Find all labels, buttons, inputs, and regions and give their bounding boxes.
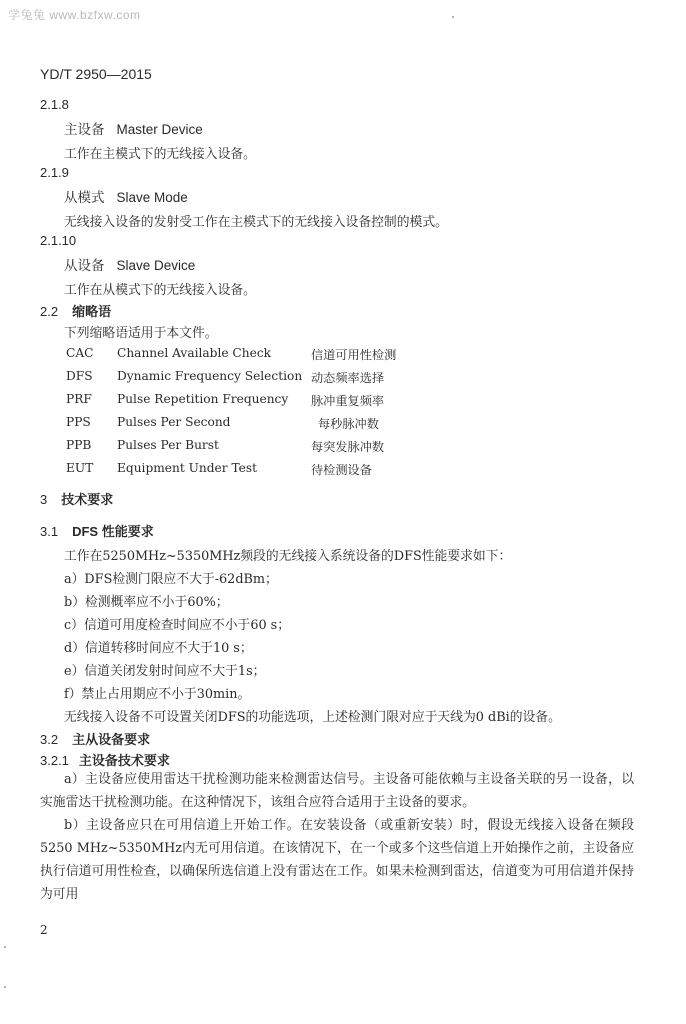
page-number: 2 [40,923,48,937]
term-zh: 从设备 [64,258,105,274]
abbr-en: Channel Available Check [117,346,272,360]
section-number: 3 [40,492,48,507]
abbr-zh: 脉冲重复频率 [311,394,385,408]
term-en: Master Device [116,122,203,137]
watermark: 学兔兔 www.bzfxw.com [8,8,141,22]
term-zh: 主设备 [64,122,105,138]
section-title: 主设备技术要求 [78,754,170,769]
section-number: 3.2.1 [40,753,69,768]
section-heading-3 [40,489,113,508]
clause-number: 2.1.10 [40,233,77,248]
section-heading-3-2 [40,729,150,748]
abbr-en: Equipment Under Test [117,461,258,475]
term-heading [64,254,195,274]
master-req-a: a）主设备应使用雷达干扰检测功能来检测雷达信号。主设备可能依赖与主设备关联的另一设备，以实施雷达干扰检测功能。在这种情况下，该组合应符合适用于主设备的要求。 [40,772,634,810]
section-number: 3.2 [40,732,59,747]
term-zh: 从模式 [64,190,105,206]
section-title: DFS 性能要求 [72,524,154,539]
abbr-zh: 每秒脉冲数 [318,417,379,431]
abbr-en: Pulses Per Burst [117,438,219,452]
abbr-zh: 每突发脉冲数 [311,440,385,454]
abbr-zh: 信道可用性检测 [311,348,397,362]
abbr-zh: 待检测设备 [311,463,372,477]
abbr-code: DFS [66,369,93,383]
requirement-item: d）信道转移时间应不大于10 s； [64,641,253,656]
master-req-b: b）主设备应只在可用信道上开始工作。在安装设备（或重新安装）时，假设无线接入设备在频段5250 MHz~5350MHz内无可用信道。在该情况下，在一个或多个这些信道上开始操作之前，主设备应执行信道可用性检查，以确保所选信道上没有雷达在工作。如果未检测到雷达，信道变为可用信道并保持为可用 [40,818,634,902]
abbr-code: PRF [66,392,92,406]
term-en: Slave Mode [116,190,188,205]
requirement-item: f）禁止占用期应不小于30min。 [64,687,251,702]
term-definition: 工作在从模式下的无线接入设备。 [64,283,256,298]
scan-speck [452,16,454,18]
section-number: 2.2 [40,304,59,319]
abbr-intro: 下列缩略语适用于本文件。 [64,326,218,341]
section-heading-2-2 [40,301,111,320]
abbr-code: PPS [66,415,91,429]
dfs-note: 无线接入设备不可设置关闭DFS的功能选项，上述检测门限对应于天线为0 dBi的设备。 [64,710,561,725]
abbr-code: CAC [66,346,94,360]
clause-number: 2.1.8 [40,97,69,112]
section-title: 缩略语 [72,305,112,320]
term-en: Slave Device [116,258,196,273]
scan-speck [4,986,6,988]
abbr-en: Pulse Repetition Frequency [117,392,289,406]
standard-id: YD/T 2950—2015 [40,66,152,82]
term-heading [64,186,188,206]
section-title: 技术要求 [61,493,114,508]
clause-number: 2.1.9 [40,165,69,180]
requirement-item: e）信道关闭发射时间应不大于1s； [64,664,266,679]
section-title: 主从设备要求 [72,733,151,748]
abbr-en: Pulses Per Second [117,415,231,429]
term-definition: 无线接入设备的发射受工作在主模式下的无线接入设备控制的模式。 [64,215,448,230]
abbr-zh: 动态频率选择 [311,371,385,385]
abbr-code: EUT [66,461,94,475]
requirement-item: a）DFS检测门限应不大于-62dBm； [64,572,278,587]
requirement-item: c）信道可用度检查时间应不小于60 s； [64,618,291,633]
scan-speck [4,946,6,948]
section-heading-3-1 [40,521,154,540]
term-heading [64,118,203,138]
dfs-intro: 工作在5250MHz~5350MHz频段的无线接入系统设备的DFS性能要求如下： [64,549,512,564]
abbr-en: Dynamic Frequency Selection [117,369,303,383]
abbr-code: PPB [66,438,92,452]
section-number: 3.1 [40,524,59,539]
requirement-item: b）检测概率应不小于60%； [64,595,229,610]
section-heading-3-2-1 [40,750,170,769]
term-definition: 工作在主模式下的无线接入设备。 [64,147,256,162]
